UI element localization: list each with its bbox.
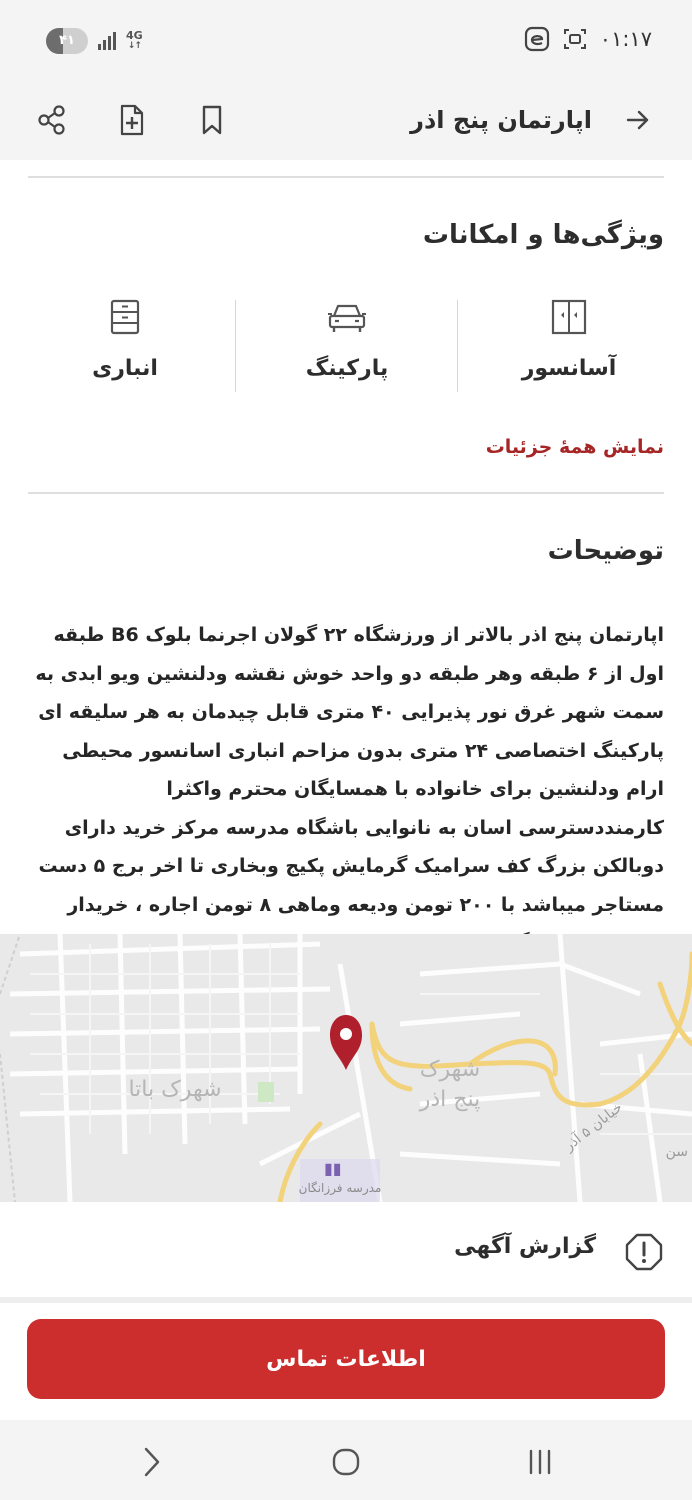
report-ad-button[interactable]: [0, 1224, 692, 1280]
car-icon: [326, 298, 368, 336]
map-label-district-line2: پنج اذر: [419, 1087, 481, 1112]
divider: [28, 492, 664, 494]
map-label-district-line1: شهرک: [419, 1057, 481, 1082]
signal-icon: [98, 32, 116, 50]
battery-level: ۴۱: [59, 33, 75, 48]
feature-elevator: [458, 298, 680, 394]
screenshot-icon: [562, 26, 588, 52]
app-notification-icon: [524, 26, 550, 52]
nav-recents-button[interactable]: [510, 1440, 570, 1484]
back-button[interactable]: [614, 96, 662, 144]
home-circle-icon: [331, 1447, 361, 1477]
divider: [28, 176, 664, 178]
features-title: ویژگی‌ها و امکانات: [422, 220, 664, 250]
nav-back-button[interactable]: [122, 1440, 182, 1484]
status-right: [524, 26, 652, 52]
report-ad-label: گزارش آگهی: [454, 1234, 596, 1259]
chevron-right-icon: [141, 1445, 163, 1479]
description-title: توضیحات: [547, 536, 664, 566]
battery-indicator: [46, 28, 88, 54]
map-label-street: خیابان ۵ آذر: [561, 1099, 626, 1155]
add-note-button[interactable]: [106, 94, 158, 146]
location-map[interactable]: [0, 934, 692, 1202]
map-label-edge: سن: [665, 1144, 688, 1160]
arrow-right-icon: [624, 106, 652, 134]
map-label-school: مدرسه فرزانگان: [298, 1181, 382, 1195]
map-canvas: [0, 934, 692, 1202]
feature-parking: [236, 298, 458, 394]
storage-icon: [108, 298, 142, 336]
features-list: [14, 298, 680, 394]
feature-label: انباری: [92, 356, 158, 381]
header-actions: [26, 94, 238, 146]
map-label-district: شهرک باتا: [128, 1077, 222, 1102]
recents-icon: [525, 1447, 555, 1477]
warning-octagon-icon: [624, 1232, 664, 1272]
page-title: اپارتمان پنج اذر: [410, 106, 592, 134]
app-bar: [0, 80, 692, 160]
note-add-icon: [115, 103, 149, 137]
elevator-icon: [550, 298, 588, 336]
show-all-details-link[interactable]: نمایش همهٔ جزئیات: [485, 436, 664, 458]
contact-info-button[interactable]: اطلاعات تماس: [27, 1319, 665, 1399]
share-icon: [35, 103, 69, 137]
bookmark-icon: [197, 103, 227, 137]
status-time: ۰۱:۱۷: [599, 27, 652, 51]
school-marker-icon: ▮▮: [324, 1159, 342, 1178]
status-indicators: [46, 28, 143, 54]
network-type: 4G ↓↑: [126, 29, 143, 51]
feature-label: آسانسور: [521, 356, 617, 381]
share-button[interactable]: [26, 94, 78, 146]
feature-label: پارکینگ: [305, 356, 389, 381]
nav-home-button[interactable]: [316, 1440, 376, 1484]
status-bar: [0, 0, 692, 80]
section-separator: [0, 1297, 692, 1303]
description-text: اپارتمان پنج اذر بالاتر از ورزشگاه ۲۲ گولان اجرنما بلوک B6 طبقه اول از ۶ طبقه وهر طبقه دو واحد خوش نقشه ودلنشین ویو ابدی به سمت شهر غرق نور پذیرایی ۴۰ متری قابل چیدمان به هر سلیقه ای پارکینگ اختصاصی ۲۴ متری بدون مزاحم انباری اسانسور محیطی ارام ودلنشین برای خانواده با همسایگان محترم واکثرا کارمنددسترسی اسان به نانوایی باشگاه مدرسه مرکز خرید دارای دوبالکن بزرگ کف سرامیک گرمایش پکیج وبخاری تا اخر برج ۵ دست مستاجر میباشد با ۲۰۰ تومن ودیعه وماهی ۸ تومن اجاره ، خریدار: [35, 624, 664, 916]
bookmark-button[interactable]: [186, 94, 238, 146]
system-nav-bar: [0, 1420, 692, 1500]
feature-storage: [14, 298, 236, 394]
